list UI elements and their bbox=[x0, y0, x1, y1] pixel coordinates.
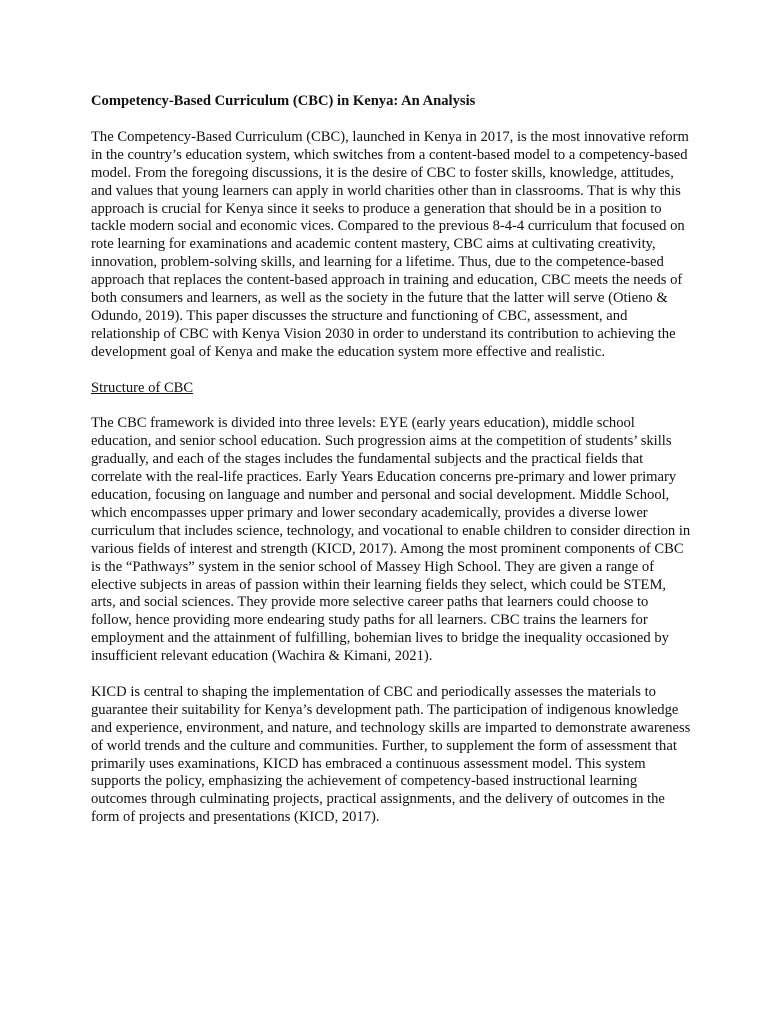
document-body bbox=[91, 93, 691, 845]
document-title: Competency-Based Curriculum (CBC) in Kenya: An Analysis bbox=[91, 93, 476, 109]
intro-paragraph: The Competency-Based Curriculum (CBC), launched in Kenya in 2017, is the most innovative reform in the country’s education system, which switches from a content-based model to a competency-based model. From the foregoing discussions, it is the desire of CBC to foster skills, knowledge, attitudes, and values that young learners can apply in world charities other than in classrooms. That is why this approach is crucial for Kenya since it seeks to produce a generation that should be in a position to tackle modern social and economic vices. Compared to the previous 8-4-4 curriculum that focused on rote learning for examinations and academic content mastery, CBC aims at cultivating creativity, innovation, problem-solving skills, and learning for a lifetime. Thus, due to the competence-based approach that replaces the content-based approach in training and education, CBC meets the needs of both consumers and learners, as well as the society in the future that the latter will serve (Otieno & Odundo, 2019). This paper discusses the structure and functioning of CBC, assessment, and relationship of CBC with Kenya Vision 2030 in order to understand its contribution to achieving the development goal of Kenya and make the education system more effective and realistic. bbox=[91, 128, 689, 360]
section-heading-structure: Structure of CBC bbox=[91, 379, 194, 396]
structure-paragraph: The CBC framework is divided into three levels: EYE (early years education), middle school education, and senior school education. Such progression aims at the competition of students’ skills gradually, and each of the stages includes the fundamental subjects and the practical fields that correlate with the real-life practices. Early Years Education concerns pre-primary and lower primary education, focusing on language and number and personal and social development. Middle School, which encompasses upper primary and lower secondary academically, provides a diverse lower curriculum that includes science, technology, and vocational to enable children to consider direction in various fields of interest and strength (KICD, 2017). Among the most prominent components of CBC is the “Pathways” system in the senior school of Massey High School. They are given a range of elective subjects in areas of passion within their learning fields they select, which could be STEM, arts, and social sciences. They provide more selective career paths that learners could choose to follow, hence providing more endearing study paths for all learners. CBC trains the learners for employment and the attainment of fulfilling, bohemian lives to bridge the inequality occasioned by insufficient relevant education (Wachira & Kimani, 2021). bbox=[91, 415, 691, 665]
kicd-paragraph: KICD is central to shaping the implementation of CBC and periodically assesses the materials to guarantee their suitability for Kenya’s development path. The participation of indigenous knowledge and experience, environment, and nature, and technology skills are imparted to demonstrate awareness of world trends and the culture and communities. Further, to supplement the form of assessment that primarily uses examinations, KICD has embraced a continuous assessment model. This system supports the policy, emphasizing the achievement of competency-based instructional learning outcomes through culminating projects, practical assignments, and the delivery of outcomes in the form of projects and presentations (KICD, 2017). bbox=[91, 683, 691, 826]
